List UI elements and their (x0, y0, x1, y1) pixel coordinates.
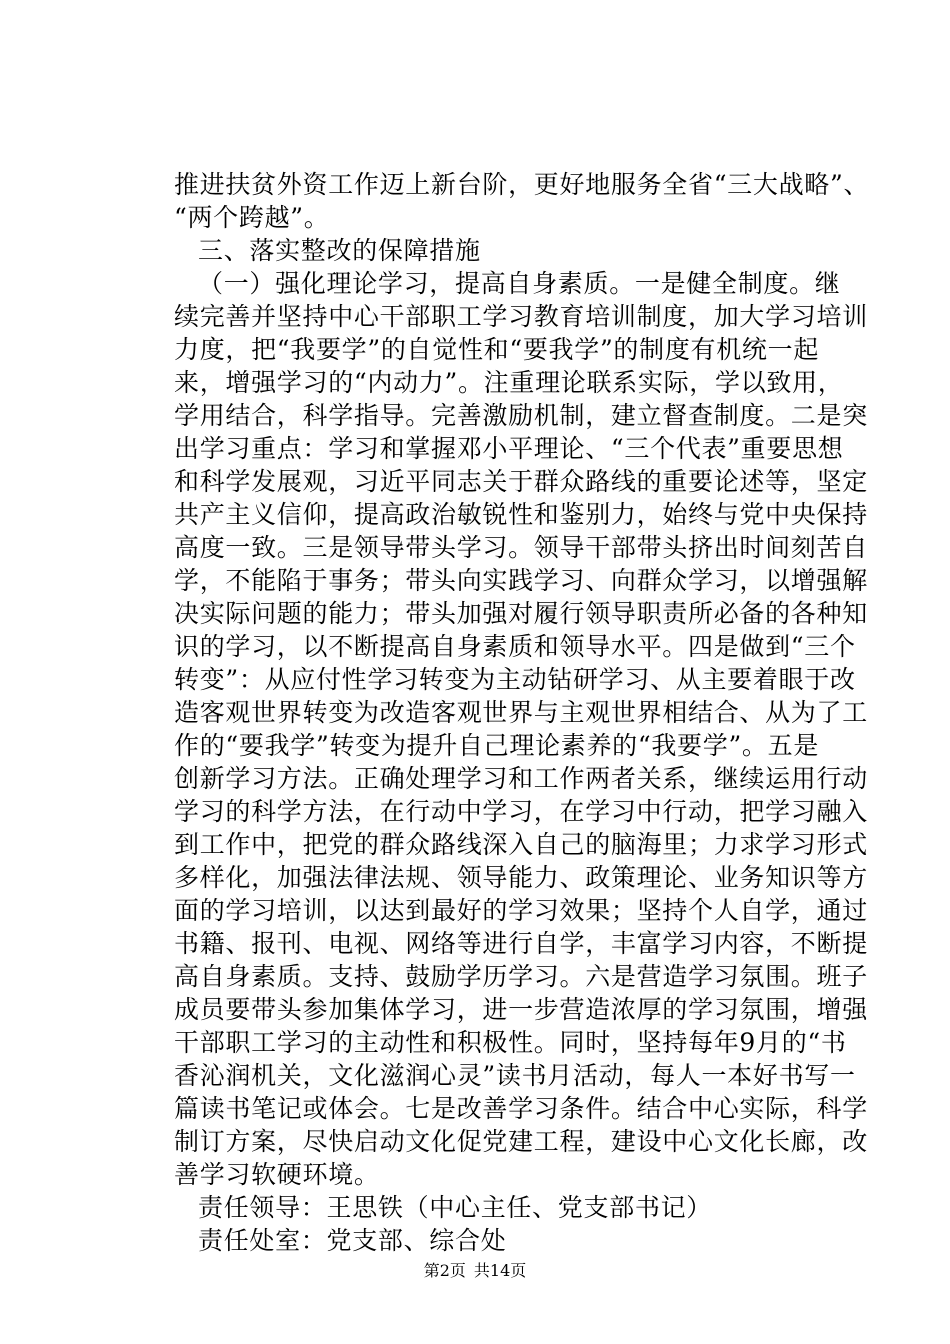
text-line: 学习的科学方法，在行动中学习，在学习中行动，把学习融入 (174, 797, 868, 826)
text-line: 高度一致。三是领导带头学习。领导干部带头挤出时间刻苦自 (174, 533, 868, 562)
text-line: 制订方案，尽快启动文化促党建工程，建设中心文化长廊，改 (174, 1127, 868, 1156)
text-line: 决实际问题的能力；带头加强对履行领导职责所必备的各种知 (174, 599, 868, 628)
page-number: 第2页 (423, 1261, 466, 1280)
text-line: 香沁润机关，文化滋润心灵”读书月活动，每人一本好书写一 (174, 1061, 856, 1090)
subsection-heading-line: （一）强化理论学习，提高自身素质。一是健全制度。继 (198, 269, 841, 298)
text-line: 力度，把“我要学”的自觉性和“要我学”的制度有机统一起 (174, 335, 820, 364)
text-line: 书籍、报刊、电视、网络等进行自学，丰富学习内容，不断提 (174, 929, 868, 958)
text-line: 推进扶贫外资工作迈上新台阶，更好地服务全省“三大战略”、 (174, 170, 870, 199)
text-line: 和科学发展观，习近平同志关于群众路线的重要论述等，坚定 (174, 467, 868, 496)
text-line: “两个跨越”。 (174, 203, 330, 232)
text-line: 创新学习方法。正确处理学习和工作两者关系，继续运用行动 (174, 764, 868, 793)
text-line: 续完善并坚持中心干部职工学习教育培训制度，加大学习培训 (174, 302, 868, 331)
text-line: 出学习重点：学习和掌握邓小平理论、“三个代表”重要思想 (174, 434, 844, 463)
text-line: 共产主义信仰，提高政治敏锐性和鉴别力，始终与党中央保持 (174, 500, 868, 529)
section-heading: 三、落实整改的保障措施 (198, 236, 481, 265)
text-line: 学，不能陷于事务；带头向实践学习、向群众学习，以增强解 (174, 566, 868, 595)
text-line: 多样化，加强法律法规、领导能力、政策理论、业务知识等方 (174, 863, 868, 892)
text-line: 学用结合，科学指导。完善激励机制，建立督查制度。二是突 (174, 401, 868, 430)
document-body (174, 168, 870, 1257)
text-line: 高自身素质。支持、鼓励学历学习。六是营造学习氛围。班子 (174, 962, 868, 991)
page-footer (0, 1261, 950, 1281)
text-line: 篇读书笔记或体会。七是改善学习条件。结合中心实际，科学 (174, 1094, 868, 1123)
responsible-office-line: 责任处室：党支部、综合处 (198, 1226, 507, 1255)
page-total: 共14页 (473, 1261, 527, 1280)
text-line: 作的“要我学”转变为提升自己理论素养的“我要学”。五是 (174, 731, 820, 760)
text-line: 善学习软硬环境。 (174, 1160, 380, 1189)
text-line: 转变”：从应付性学习转变为主动钻研学习、从主要着眼于改 (174, 665, 856, 694)
text-line: 识的学习，以不断提高自身素质和领导水平。四是做到“三个 (174, 632, 856, 661)
text-line: 造客观世界转变为改造客观世界与主观世界相结合、从为了工 (174, 698, 868, 727)
text-line: 来，增强学习的“内动力”。注重理论联系实际，学以致用， (174, 368, 844, 397)
responsible-leader-line: 责任领导：王思铁（中心主任、党支部书记） (198, 1193, 713, 1222)
text-line: 面的学习培训，以达到最好的学习效果；坚持个人自学，通过 (174, 896, 868, 925)
text-line: 干部职工学习的主动性和积极性。同时，坚持每年9月的“书 (174, 1028, 847, 1057)
text-line: 到工作中，把党的群众路线深入自己的脑海里；力求学习形式 (174, 830, 868, 859)
text-line: 成员要带头参加集体学习，进一步营造浓厚的学习氛围，增强 (174, 995, 868, 1024)
